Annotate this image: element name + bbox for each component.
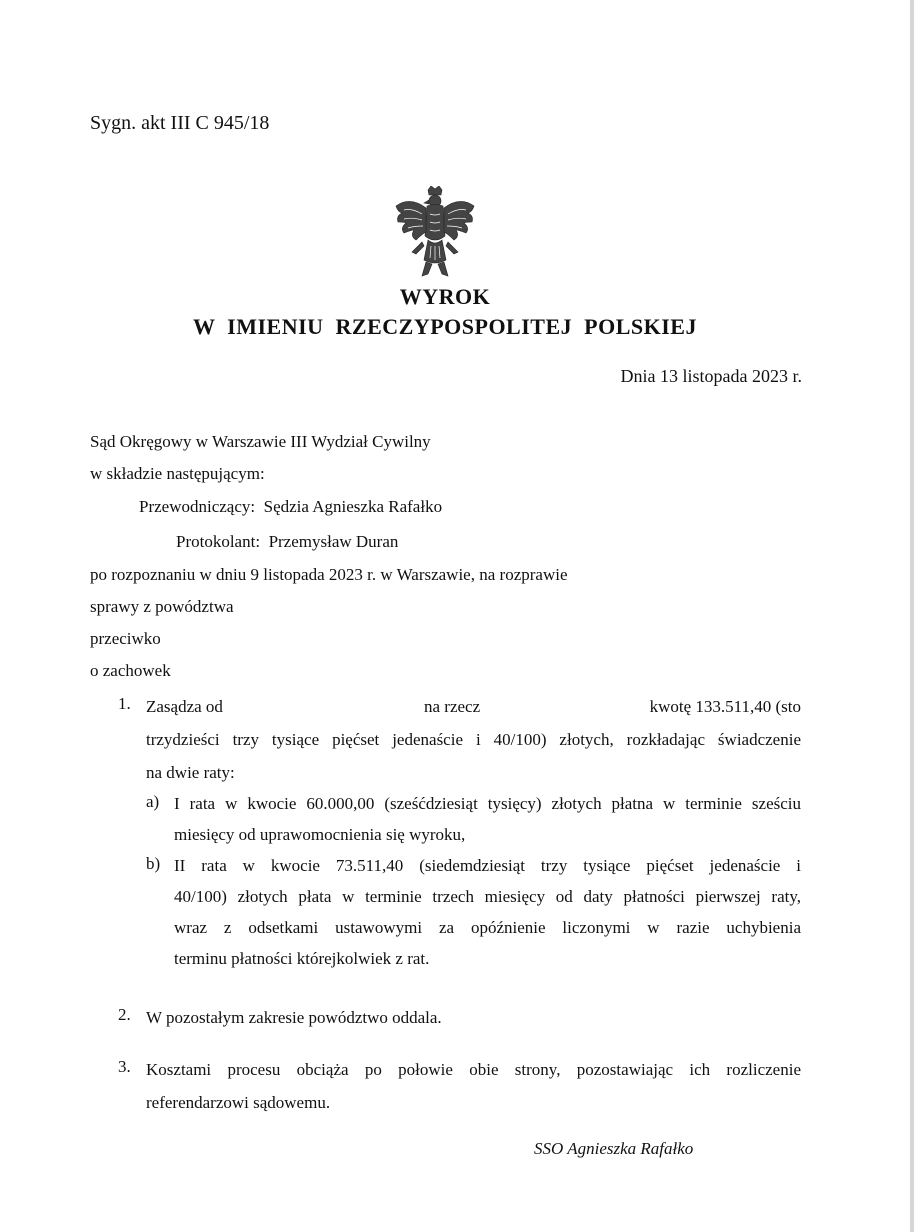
installment-b-line-1: II rata w kwocie 73.511,40 (siedemdziesiąt trzy tysiące pięćset jedenaście i [174,856,801,875]
ruling-item-1-line-1 [146,690,801,723]
polish-eagle-emblem-icon [392,186,478,278]
document-title: WYROK [399,284,491,309]
document-subtitle: W IMIENIU RZECZYPOSPOLITEJ POLSKIEJ [193,314,697,339]
case-against: przeciwko [90,629,161,648]
ruling-item-2 [146,1001,801,1034]
ruling-item-2-number: 2. [118,1005,131,1024]
installment-a-line-2: miesięcy od uprawomocnienia się wyroku, [174,825,466,844]
installment-b-label: b) [146,854,161,873]
case-subject: o zachowek [90,661,171,680]
clerk-line [176,532,398,552]
ruling-item-1-line-2: trzydzieści trzy tysiące pięćset jedenaście i 40/100) złotych, rozkładając świadczenie [146,730,801,749]
case-signature: Sygn. akt III C 945/18 [90,112,270,134]
ruling-item-3-line-1: Kosztami procesu obciąża po połowie obie strony, pozostawiając ich rozliczenie [146,1060,801,1079]
installment-a [174,788,801,850]
ruling-item-1-part-c: kwotę 133.511,40 (sto [649,697,801,716]
installment-a-label: a) [146,792,160,811]
chair-label: Przewodniczący: [139,497,256,516]
clerk-label: Protokolant: [176,532,261,551]
ruling-item-3 [146,1053,801,1119]
installment-b-line-4: terminu płatności którejkolwiek z rat. [174,949,430,968]
installment-b-line-2: 40/100) złotych płata w terminie trzech miesięcy od daty płatności pierwszej raty, [174,887,801,906]
document-date: Dnia 13 listopada 2023 r. [620,366,802,386]
ruling-item-1-part-a: Zasądza od [146,697,223,716]
ruling-item-1-line-3: na dwie raty: [146,763,235,782]
case-plaintiff: sprawy z powództwa [90,597,234,616]
installment-b [174,850,801,974]
chair-value: Sędzia Agnieszka Rafałko [263,497,443,516]
chair-line [139,497,442,517]
ruling-item-3-number: 3. [118,1057,131,1076]
ruling-item-3-line-2: referendarzowi sądowemu. [146,1093,331,1112]
ruling-item-1 [146,690,801,789]
ruling-item-1-part-b: na rzecz [424,697,481,716]
installment-b-line-3: wraz z odsetkami ustawowymi za opóźnienie liczonymi w razie uchybienia [174,918,801,937]
court-composition: w składzie następującym: [90,464,265,483]
clerk-value: Przemysław Duran [268,532,399,551]
installment-a-line-1: I rata w kwocie 60.000,00 (sześćdziesiąt tysięcy) złotych płatna w terminie sześciu [174,794,801,813]
judge-signature: SSO Agnieszka Rafałko [534,1139,694,1158]
ruling-item-1-number: 1. [118,694,131,713]
ruling-item-2-text: W pozostałym zakresie powództwo oddala. [146,1008,442,1027]
court-name: Sąd Okręgowy w Warszawie III Wydział Cywilny [90,432,431,451]
page-edge [910,0,914,1232]
hearing-info: po rozpoznaniu w dniu 9 listopada 2023 r. w Warszawie, na rozprawie [90,565,568,584]
